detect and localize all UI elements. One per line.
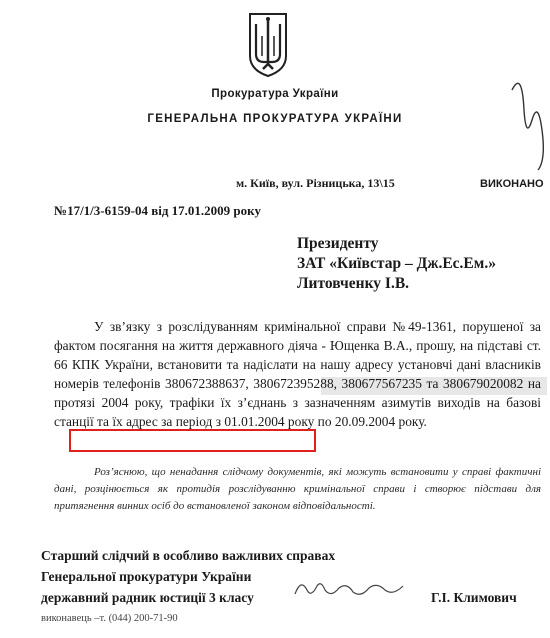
signer-name: Г.І. Климович <box>431 590 517 605</box>
letter-body-text: У зв’язку з розслідуванням кримінальної справи №49-1361, порушеної за фактом посягання на життя державного діяча - Ющенка В.А., прошу, на підставі ст. 66 КПК України, встановити та надіслати на нашу адресу установчі дані власників номерів телефонів 380672388637, 380672395288, 380677567235 та 380679020082 на протязі 2004 року, трафіки їх з’єднань з зазначенням азимутів виходів на базові станції та їх адрес за період з 01.01.2004 року по 20.09.2004 року. <box>54 319 541 429</box>
signer-title-line2: Генеральної прокуратури України <box>41 569 252 584</box>
signer-title-line3: державний радник юстиції 3 класу <box>41 590 254 605</box>
legal-note-text: Роз’яснюю, що ненадання слідчому документів, які можуть встановити у справі фактичні дані, розцінюється як протидія розслідуванню кримінальної справи і створює підстави для притягнення винних осіб до встановленої законом відповідальності. <box>54 466 541 513</box>
legal-note <box>54 464 541 516</box>
document-reference: №17/1/3-6159-04 від 17.01.2009 року <box>54 203 261 218</box>
recipient-line2: ЗАТ «Київстар – Дж.Ес.Ем.» <box>297 255 496 272</box>
org-subtitle: ГЕНЕРАЛЬНА ПРОКУРАТУРА УКРАЇНИ <box>147 113 403 125</box>
handwritten-signature-icon <box>291 576 409 602</box>
signer-title-line1: Старший слідчий в особливо важливих справах <box>41 548 336 563</box>
contact-info: виконавець –т. (044) 200-71-90 <box>41 613 178 624</box>
recipient-line3: Литовченку І.В. <box>297 275 410 292</box>
handwritten-mark-icon <box>502 60 550 180</box>
stamp-text: ВИКОНАНО <box>480 178 544 190</box>
org-address: м. Київ, вул. Різницька, 13\15 <box>236 176 395 190</box>
trident-emblem-icon <box>246 10 290 80</box>
letter-body <box>54 318 541 431</box>
recipient-line1: Президенту <box>297 235 379 252</box>
org-title: Прокуратура України <box>211 88 339 100</box>
date-range-highlight <box>69 429 316 452</box>
